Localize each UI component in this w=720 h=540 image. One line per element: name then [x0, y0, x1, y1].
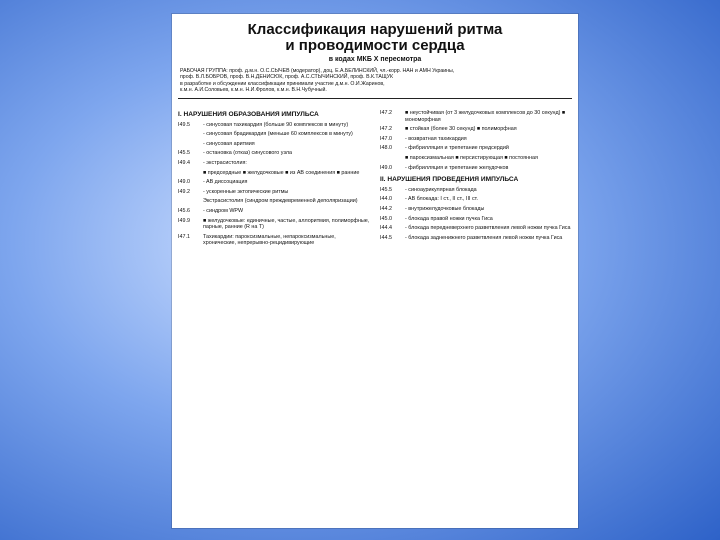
classification-text: Экстрасистолия (синдром преждевременной деполяризации) [203, 198, 358, 205]
icd-code [178, 198, 200, 205]
classification-text: - блокада задненижнего разветвления левой ножки пучка Гиса [405, 234, 563, 241]
classification-row [380, 206, 572, 213]
classification-row [380, 126, 572, 133]
classification-text: ■ неустойчивая (от 3 желудочковых комплексов до 30 секунд) ■ мономорфная [405, 110, 566, 123]
icd-code: I44.2 [380, 205, 392, 212]
authors-line: к.м.н. А.И.Соловьев, к.м.н. Н.И.Фролов, к.м.н. В.Н.Чубучный. [180, 87, 327, 94]
classification-text: - AB блокада: I ст., II ст., III ст. [405, 196, 479, 203]
classification-row [178, 198, 370, 205]
classification-row [178, 234, 370, 247]
classification-text: ■ стойкая (более 30 секунд) ■ полиморфная [405, 126, 517, 133]
classification-columns [178, 110, 572, 524]
classification-row [380, 145, 572, 152]
left-column [178, 110, 370, 524]
classification-text: - фибрилляция и трепетание желудочков [405, 164, 509, 171]
classification-text: - внутрижелудочковые блокады [405, 205, 485, 212]
classification-row [380, 136, 572, 143]
classification-text: - AB диссоциация [203, 179, 248, 186]
classification-row [178, 122, 370, 129]
classification-text: - экстрасистолия: [203, 159, 247, 166]
document-subtitle: в кодах МКБ X пересмотра [328, 56, 422, 63]
classification-text: ■ желудочковые: единичные, частые, аллоритмия, полиморфные, парные, ранние (R на T) [203, 217, 370, 231]
classification-row [380, 155, 572, 162]
classification-text: - фибрилляция и трепетание предсердий [405, 145, 509, 152]
divider [178, 98, 572, 99]
icd-code: I47.2 [380, 110, 392, 116]
icd-code: I49.0 [178, 179, 190, 186]
classification-text: - синусовая брадикардия (меньше 60 комплексов в минуту) [203, 131, 353, 138]
icd-code: I49.9 [178, 217, 190, 224]
classification-row [380, 110, 572, 123]
scanned-document [172, 14, 578, 528]
classification-row [178, 141, 370, 148]
classification-row [178, 208, 370, 215]
classification-row [380, 187, 572, 194]
classification-text: - синдром WPW [203, 207, 244, 214]
classification-text: - остановка (отказ) синусового узла [203, 150, 292, 157]
right-column-list-top [380, 110, 572, 171]
icd-code: I47.1 [178, 233, 190, 240]
icd-code [178, 131, 200, 138]
classification-text: - синусовая тахикардия (больше 90 комплексов в минуту) [203, 121, 349, 128]
classification-row [178, 189, 370, 196]
icd-code: I44.0 [380, 196, 392, 203]
authors-line: РАБОЧАЯ ГРУППА: проф. д.м.н. О.С.СЫЧЕВ (модератор), доц. Е.А.БЕЛИНСКИЙ, чл.-корр. НАН и АМН Украины, [180, 68, 455, 74]
classification-row [178, 150, 370, 157]
document-title [172, 22, 578, 54]
section-heading: II. НАРУШЕНИЯ ПРОВЕДЕНИЯ ИМПУЛЬСА [380, 176, 519, 184]
icd-code: I49.4 [178, 159, 190, 166]
icd-code: I44.5 [380, 234, 392, 241]
right-column [380, 110, 572, 524]
authors-block [172, 63, 578, 94]
classification-row [380, 165, 572, 172]
classification-row [380, 216, 572, 223]
icd-code: I48.0 [380, 145, 392, 152]
icd-code: I45.5 [380, 186, 392, 193]
icd-code [178, 170, 200, 177]
classification-text: ■ предсердные ■ желудочковые ■ из AB соединения ■ ранние [203, 169, 360, 176]
classification-text: - возвратная тахикардия [405, 135, 467, 142]
classification-text: - блокада правой ножки пучка Гиса [405, 215, 493, 222]
classification-text: - синусовая аритмия [203, 140, 255, 147]
left-column-list [178, 122, 370, 247]
authors-line: в разработке и обсуждении классификации принимали участие д.м.н. О.И.Жаринов, [180, 80, 385, 87]
icd-code: I47.0 [380, 135, 392, 142]
classification-text: - синоаурикулярная блокада [405, 186, 477, 193]
icd-code: I45.0 [380, 215, 392, 222]
right-column-list-bottom [380, 187, 572, 242]
classification-row [178, 170, 370, 177]
title-line: и проводимости сердца [285, 37, 465, 54]
classification-row [380, 235, 572, 242]
classification-row [178, 179, 370, 186]
classification-row [178, 131, 370, 138]
classification-text: Тахикардии: пароксизмальные, непароксизмальные, хронические, непрерывно-рецидивирующие [203, 233, 336, 247]
icd-code: I45.5 [178, 150, 190, 157]
icd-code: I47.2 [380, 126, 392, 133]
icd-code [380, 155, 402, 162]
classification-text: - блокада передневерхнего разветвления левой ножки пучка Гиса [405, 225, 571, 232]
icd-code: I45.6 [178, 207, 190, 214]
classification-row [178, 160, 370, 167]
icd-code: I44.4 [380, 225, 392, 232]
title-line: Классификация нарушений ритма [247, 21, 503, 38]
classification-text: ■ пароксизмальная ■ персистирующая ■ постоянная [405, 154, 538, 161]
icd-code: I49.2 [178, 188, 190, 195]
icd-code: I49.5 [178, 121, 190, 128]
authors-line: проф. В.Л.БОБРОВ, проф. В.Н.ДЕНИСЮК, проф. А.С.СТЫЧИНСКИЙ, проф. В.К.ТАЩУК [180, 74, 394, 81]
classification-row [380, 225, 572, 232]
classification-row [380, 196, 572, 203]
icd-code: I49.0 [380, 164, 392, 171]
section-heading: I. НАРУШЕНИЯ ОБРАЗОВАНИЯ ИМПУЛЬСА [178, 111, 319, 118]
classification-row [178, 218, 370, 231]
classification-text: - ускоренные эктопические ритмы [203, 188, 289, 195]
icd-code [178, 141, 200, 148]
